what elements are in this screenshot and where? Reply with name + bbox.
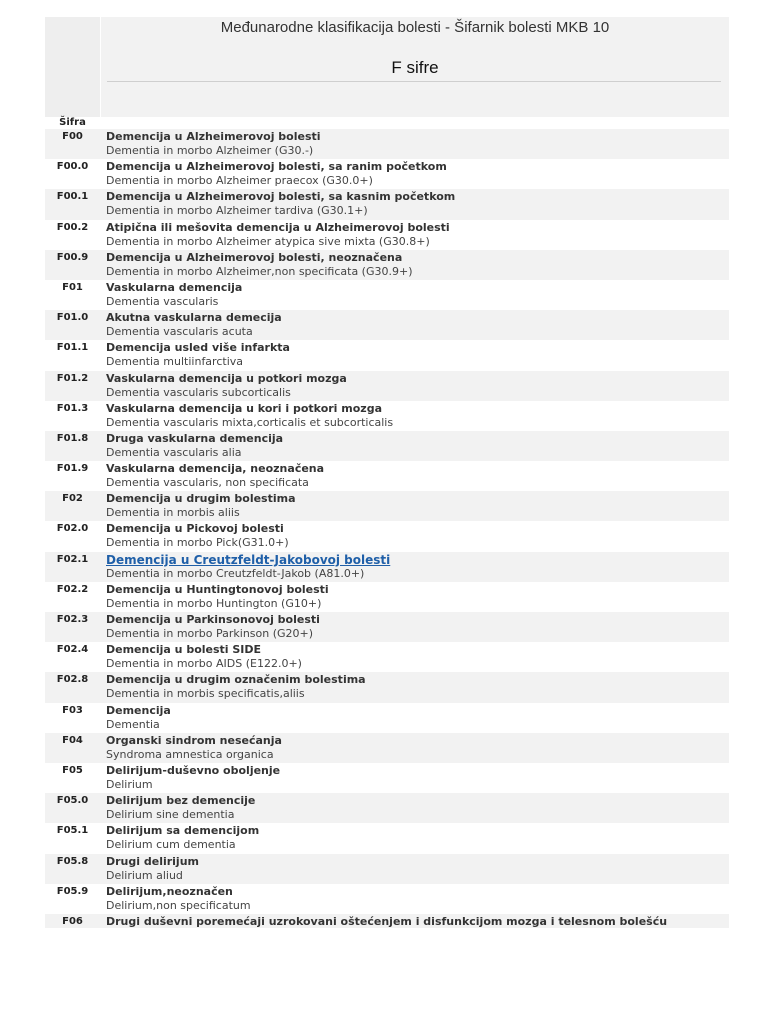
code-cell: F00 bbox=[62, 131, 83, 142]
latin-name: Dementia in morbo Huntington (G10+) bbox=[106, 596, 322, 610]
diagnosis-name: Demencija u drugim bolestima bbox=[106, 492, 296, 506]
latin-name: Dementia in morbo Alzheimer (G30.-) bbox=[106, 144, 314, 157]
code-cell: F02.4 bbox=[56, 644, 89, 656]
latin-name: Dementia in morbo Pick(G31.0+) bbox=[106, 536, 289, 550]
table-row bbox=[45, 914, 729, 928]
code-cell: F05.9 bbox=[56, 885, 89, 897]
latin-name: Dementia in morbo Parkinson (G20+) bbox=[106, 627, 314, 640]
table-row bbox=[45, 461, 729, 491]
diagnosis-name: Demencija u Alzheimerovoj bolesti bbox=[106, 130, 321, 143]
description-cell bbox=[100, 220, 729, 250]
description-cell bbox=[100, 552, 729, 582]
code-cell: F02.0 bbox=[56, 523, 89, 535]
diagnosis-name: Demencija u Alzheimerovoj bolesti, sa ranim početkom bbox=[106, 160, 447, 174]
code-cell: F02.2 bbox=[56, 583, 89, 595]
code-cell: F05.1 bbox=[56, 825, 89, 837]
description-cell bbox=[100, 340, 729, 370]
code-cell: F00.2 bbox=[56, 221, 89, 233]
description-cell bbox=[100, 763, 729, 793]
table-row bbox=[45, 733, 729, 763]
latin-name: Delirium cum dementia bbox=[106, 838, 236, 852]
description-cell bbox=[100, 491, 729, 521]
table-row bbox=[45, 793, 729, 823]
description-cell bbox=[100, 793, 729, 823]
diagnosis-name: Vaskularna demencija bbox=[106, 280, 243, 294]
latin-name: Dementia vascularis, non specificata bbox=[106, 476, 309, 490]
table-row bbox=[45, 491, 729, 521]
latin-name: Dementia vascularis subcorticalis bbox=[106, 385, 291, 399]
code-cell: F01.9 bbox=[56, 463, 89, 475]
latin-name: Dementia in morbo Alzheimer atypica sive mixta (G30.8+) bbox=[106, 234, 430, 248]
column-header-row bbox=[45, 117, 729, 129]
latin-name: Delirium aliud bbox=[106, 868, 183, 882]
latin-name: Dementia vascularis acuta bbox=[106, 325, 253, 339]
description-cell bbox=[100, 884, 729, 914]
latin-name: Delirium bbox=[106, 777, 153, 791]
latin-name: Dementia vascularis mixta,corticalis et subcorticalis bbox=[106, 415, 394, 429]
description-cell bbox=[100, 280, 729, 310]
code-cell: F01.0 bbox=[56, 312, 89, 324]
diagnosis-name: Delirijum bez demencije bbox=[106, 794, 256, 808]
diagnosis-name: Akutna vaskularna demecija bbox=[106, 311, 282, 325]
description-cell bbox=[100, 250, 729, 280]
description-cell bbox=[100, 612, 729, 642]
diagnosis-name: Atipična ili mešovita demencija u Alzheimerovoj bolesti bbox=[106, 220, 450, 234]
code-cell: F01.2 bbox=[56, 372, 89, 384]
code-cell: F01.1 bbox=[56, 342, 89, 354]
code-cell: F02.3 bbox=[56, 614, 89, 625]
diagnosis-name: Delirijum,neoznačen bbox=[106, 884, 233, 898]
table-row bbox=[45, 823, 729, 853]
diagnosis-name: Demencija u Huntingtonovoj bolesti bbox=[106, 582, 329, 596]
diagnosis-name: Drugi delirijum bbox=[106, 854, 199, 868]
latin-name: Dementia in morbo Alzheimer tardiva (G30.1+) bbox=[106, 204, 368, 218]
diagnosis-name: Demencija usled više infarkta bbox=[106, 341, 290, 355]
latin-name: Dementia multiinfarctiva bbox=[106, 355, 244, 369]
description-cell bbox=[100, 854, 729, 884]
table-row bbox=[45, 884, 729, 914]
table-row bbox=[45, 250, 729, 280]
table-row bbox=[45, 763, 729, 793]
sheet-header bbox=[45, 17, 729, 117]
table-row bbox=[45, 582, 729, 612]
table-row bbox=[45, 854, 729, 884]
code-cell: F06 bbox=[62, 915, 83, 927]
code-cell: F01 bbox=[62, 281, 83, 293]
code-cell: F03 bbox=[62, 704, 83, 716]
description-cell bbox=[100, 521, 729, 551]
latin-name: Delirium sine dementia bbox=[106, 808, 235, 822]
description-cell bbox=[100, 823, 729, 853]
description-cell bbox=[100, 672, 729, 702]
code-cell: F04 bbox=[62, 734, 83, 746]
code-cell: F02.8 bbox=[56, 674, 89, 686]
table-row bbox=[45, 401, 729, 431]
table-row bbox=[45, 220, 729, 250]
description-cell bbox=[100, 733, 729, 763]
table-row bbox=[45, 129, 729, 159]
table-row bbox=[45, 340, 729, 370]
latin-name: Delirium,non specificatum bbox=[106, 898, 251, 912]
diagnosis-name: Vaskularna demencija u potkori mozga bbox=[106, 371, 347, 385]
diagnosis-name: Demencija u Alzheimerovoj bolesti, neoznačena bbox=[106, 250, 403, 264]
diagnosis-name: Drugi duševni poremećaji uzrokovani oštećenjem i disfunkcijom mozga i telesnom bolešću bbox=[106, 914, 668, 928]
table-row bbox=[45, 521, 729, 551]
header-code-cell bbox=[45, 17, 101, 117]
description-cell bbox=[100, 703, 729, 733]
latin-name: Dementia in morbis aliis bbox=[106, 506, 240, 520]
diagnosis-name: Demencija u Alzheimerovoj bolesti, sa kasnim početkom bbox=[106, 190, 456, 204]
code-cell: F00.0 bbox=[56, 161, 89, 173]
diagnosis-name: Demencija u drugim označenim bolestima bbox=[106, 673, 366, 687]
table-row bbox=[45, 280, 729, 310]
table-row bbox=[45, 431, 729, 461]
code-column-header: Šifra bbox=[59, 117, 86, 128]
description-cell bbox=[100, 371, 729, 401]
latin-name: Dementia in morbis specificatis,aliis bbox=[106, 687, 305, 701]
code-cell: F05.0 bbox=[56, 795, 89, 807]
latin-name: Dementia in morbo Alzheimer praecox (G30.0+) bbox=[106, 174, 373, 188]
diagnosis-name: Vaskularna demencija, neoznačena bbox=[106, 462, 325, 476]
table-row bbox=[45, 703, 729, 733]
description-cell bbox=[100, 129, 729, 159]
title-divider bbox=[107, 81, 721, 82]
diagnosis-name: Vaskularna demencija u kori i potkori mozga bbox=[106, 401, 383, 415]
diagnosis-name: Organski sindrom nesećanja bbox=[106, 733, 282, 747]
header-title-cell bbox=[101, 17, 729, 117]
diagnosis-name-link[interactable]: Demencija u Creutzfeldt-Jakobovoj bolesti bbox=[106, 552, 391, 567]
table-row bbox=[45, 189, 729, 219]
diagnosis-name: Demencija u bolesti SIDE bbox=[106, 643, 262, 657]
latin-name: Dementia vascularis bbox=[106, 294, 219, 308]
table-row bbox=[45, 159, 729, 189]
code-cell: F02 bbox=[62, 493, 83, 505]
latin-name: Dementia vascularis alia bbox=[106, 445, 242, 459]
document-title: Međunarodne klasifikacija bolesti - Šifarnik bolesti MKB 10 bbox=[220, 19, 610, 36]
description-cell bbox=[100, 582, 729, 612]
classification-sheet bbox=[45, 17, 729, 928]
table-row bbox=[45, 672, 729, 702]
latin-name: Syndroma amnestica organica bbox=[106, 747, 274, 761]
code-cell: F00.9 bbox=[56, 251, 89, 263]
code-cell: F02.1 bbox=[56, 553, 89, 565]
code-cell: F01.8 bbox=[56, 432, 89, 444]
description-cell bbox=[100, 461, 729, 491]
diagnosis-name: Demencija u Pickovoj bolesti bbox=[106, 522, 284, 536]
description-cell bbox=[100, 642, 729, 672]
section-title: F sifre bbox=[391, 58, 439, 77]
table-row bbox=[45, 612, 729, 642]
diagnosis-name: Druga vaskularna demencija bbox=[106, 431, 284, 445]
latin-name: Dementia in morbo Alzheimer,non specificata (G30.9+) bbox=[106, 264, 413, 278]
code-cell: F01.3 bbox=[56, 402, 89, 414]
table-row bbox=[45, 310, 729, 340]
description-cell bbox=[100, 189, 729, 219]
code-cell: F00.1 bbox=[56, 191, 89, 203]
latin-name: Dementia bbox=[106, 717, 160, 731]
description-cell bbox=[100, 401, 729, 431]
diagnosis-name: Demencija u Parkinsonovoj bolesti bbox=[106, 613, 320, 626]
latin-name: Dementia in morbo AIDS (E122.0+) bbox=[106, 657, 302, 671]
code-cell: F05 bbox=[62, 764, 83, 776]
description-cell bbox=[100, 310, 729, 340]
code-table bbox=[45, 129, 729, 928]
description-cell bbox=[100, 431, 729, 461]
table-row bbox=[45, 371, 729, 401]
table-row bbox=[45, 552, 729, 582]
description-cell bbox=[100, 159, 729, 189]
code-cell: F05.8 bbox=[56, 855, 89, 867]
diagnosis-name: Delirijum sa demencijom bbox=[106, 824, 260, 838]
description-cell bbox=[100, 914, 729, 928]
diagnosis-name: Demencija bbox=[106, 703, 171, 717]
table-row bbox=[45, 642, 729, 672]
latin-name: Dementia in morbo Creutzfeldt-Jakob (A81.0+) bbox=[106, 566, 365, 580]
diagnosis-name: Delirijum-duševno oboljenje bbox=[106, 763, 281, 777]
